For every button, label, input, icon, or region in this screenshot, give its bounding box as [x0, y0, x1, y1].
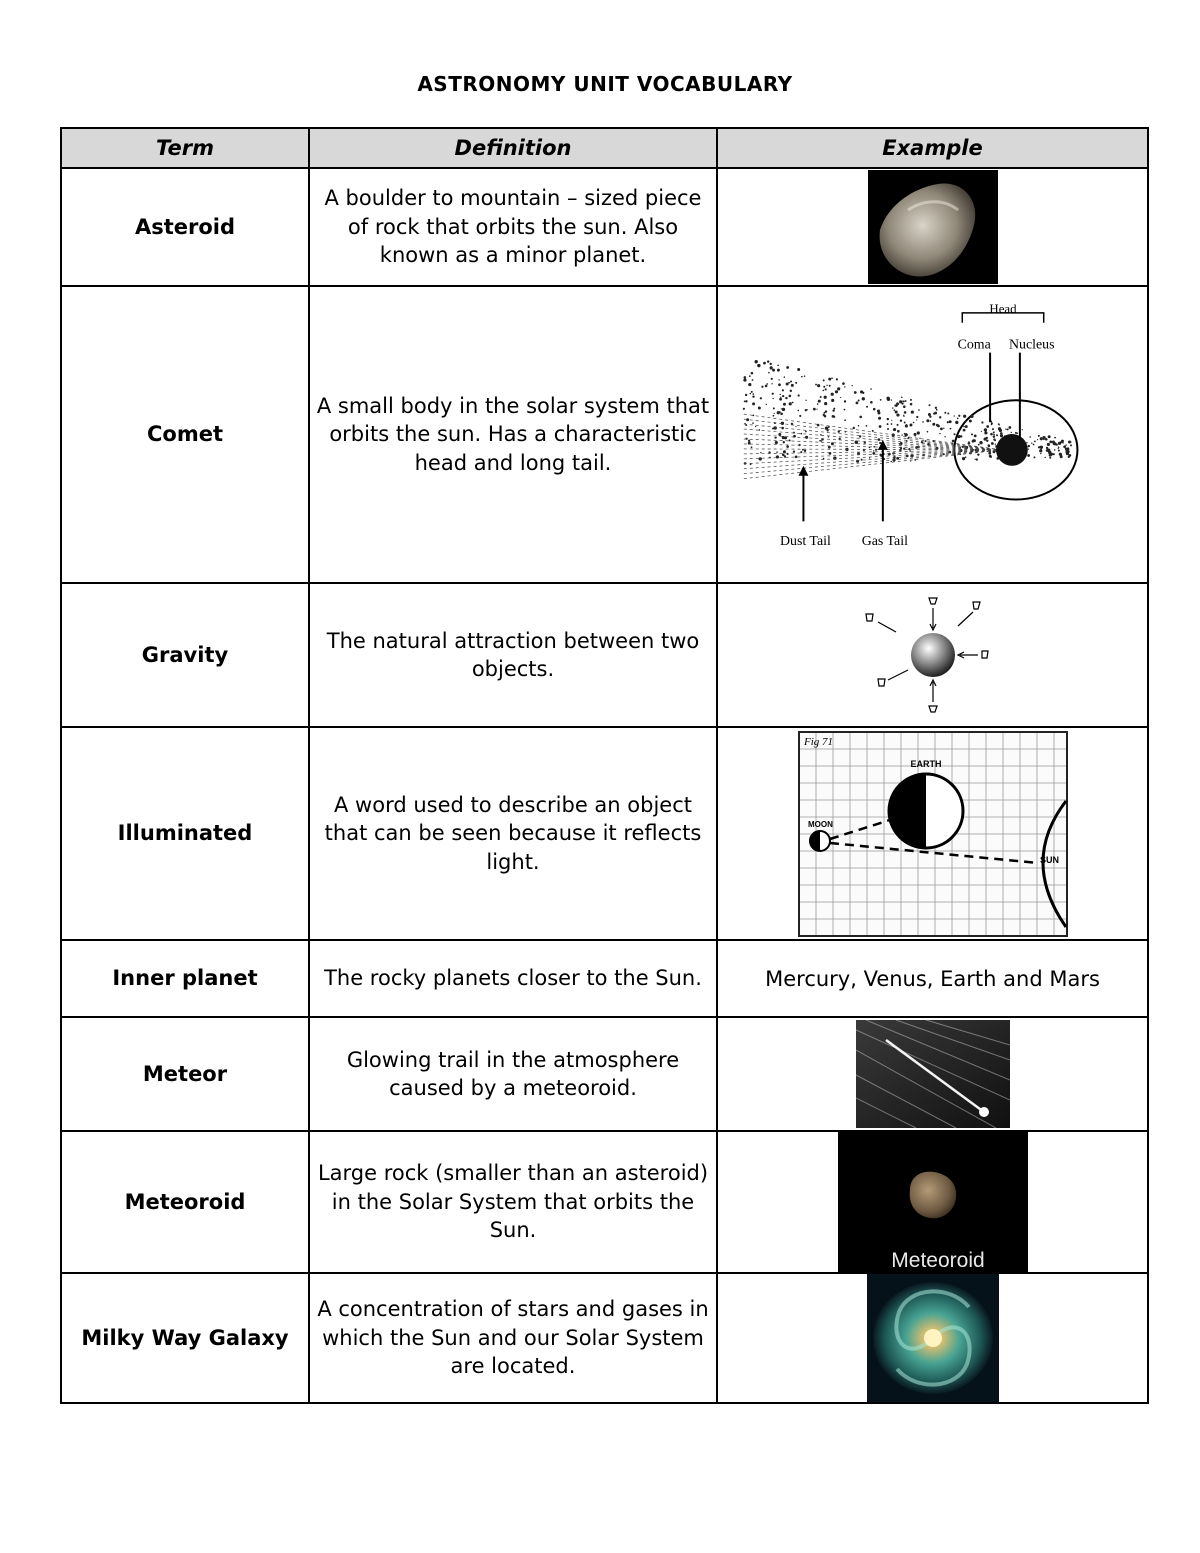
example-cell	[717, 583, 1148, 727]
galaxy-image	[867, 1274, 999, 1402]
example-cell	[717, 1017, 1148, 1131]
moon-label: MOON	[807, 819, 833, 829]
comet-head-label: Head	[989, 301, 1017, 316]
page-title: ASTRONOMY UNIT VOCABULARY	[417, 72, 793, 96]
comet-gas-tail-label: Gas Tail	[861, 533, 908, 549]
term-cell: Inner planet	[61, 940, 309, 1017]
example-text: Mercury, Venus, Earth and Mars	[765, 966, 1100, 991]
meteoroid-image	[838, 1132, 1028, 1272]
definition-cell: Large rock (smaller than an asteroid) in the Solar System that orbits the Sun.	[309, 1131, 717, 1273]
header-example: Example	[717, 128, 1148, 168]
meteoroid-label: Meteoroid	[890, 1249, 985, 1272]
table-row	[61, 940, 1148, 1017]
example-cell	[717, 1131, 1148, 1273]
gravity-diagram	[848, 590, 1018, 720]
comet-coma-label: Coma	[957, 337, 991, 353]
comet-diagram	[724, 290, 1141, 580]
fig-label: Fig 71	[803, 735, 833, 748]
earth-label: EARTH	[910, 758, 941, 769]
table-row	[61, 1131, 1148, 1273]
term-cell: Comet	[61, 286, 309, 583]
table-header-row	[61, 128, 1148, 168]
term-cell: Gravity	[61, 583, 309, 727]
example-cell	[717, 1273, 1148, 1403]
example-cell	[717, 727, 1148, 940]
example-cell	[717, 940, 1148, 1017]
table-row	[61, 1273, 1148, 1403]
table-row	[61, 1017, 1148, 1131]
comet-dust-tail-label: Dust Tail	[779, 533, 831, 549]
header-term: Term	[61, 128, 309, 168]
term-cell: Asteroid	[61, 168, 309, 286]
example-cell	[717, 286, 1148, 583]
example-cell	[717, 168, 1148, 286]
definition-cell: A word used to describe an object that can be seen because it reflects light.	[309, 727, 717, 940]
definition-cell: A small body in the solar system that orbits the sun. Has a characteristic head and long tail.	[309, 286, 717, 583]
term-cell: Illuminated	[61, 727, 309, 940]
definition-cell: The rocky planets closer to the Sun.	[309, 940, 717, 1017]
table-row	[61, 286, 1148, 583]
comet-nucleus-label: Nucleus	[1009, 337, 1055, 353]
definition-cell: The natural attraction between two objects.	[309, 583, 717, 727]
term-cell: Meteoroid	[61, 1131, 309, 1273]
definition-cell: A boulder to mountain – sized piece of rock that orbits the sun. Also known as a minor planet.	[309, 168, 717, 286]
vocabulary-table	[60, 127, 1149, 1404]
table-row	[61, 583, 1148, 727]
term-cell: Meteor	[61, 1017, 309, 1131]
table-row	[61, 727, 1148, 940]
definition-cell: Glowing trail in the atmosphere caused by a meteoroid.	[309, 1017, 717, 1131]
sun-label: SUN	[1039, 854, 1059, 865]
term-cell: Milky Way Galaxy	[61, 1273, 309, 1403]
definition-cell: A concentration of stars and gases in which the Sun and our Solar System are located.	[309, 1273, 717, 1403]
asteroid-image	[868, 170, 998, 284]
table-row	[61, 168, 1148, 286]
meteor-image	[856, 1020, 1010, 1128]
illuminated-diagram	[798, 731, 1068, 937]
header-definition: Definition	[309, 128, 717, 168]
